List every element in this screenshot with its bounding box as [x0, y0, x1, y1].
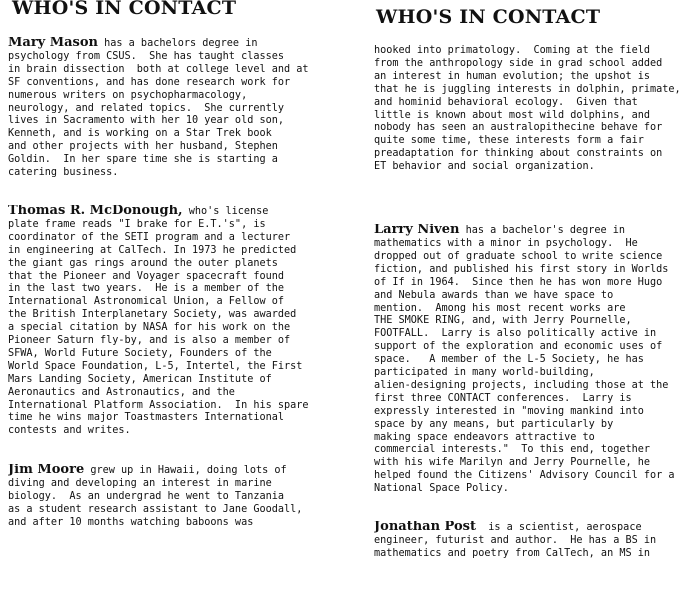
bio-jim-moore [8, 464, 338, 530]
bio-text: engineer, futurist and author. He has a BS in mathematics and poetry from CalTech, an MS in [374, 535, 657, 559]
left-column [8, 0, 338, 530]
bio-text: hooked into primatology. Coming at the field from the anthropology side in grad school added an interest in human evolution; the upshot is that he is juggling interests in dolphin, primate, and hominid behavioral ecology. Given that little is known about most wild dolphins, and nobody has seen an australopithecine behave for quite some time, these interests form a fair preadaptation for thinking about constraints on ET behavior and social organization. [374, 45, 681, 173]
bio-text: psychology from CSUS. She has taught classes in brain dissection both at college level and at SF conventions, and has done research work for numerous writers on psychopharmacology, neurology, and related topics. She currently lives in Sacramento with her 10 year old son, Kenneth, and is working on a Star Trek book and other projects with her husband, Stephen Goldin. In her spare time she is starting a catering business. [8, 50, 309, 179]
section-heading: WHO'S IN CONTACT [376, 6, 601, 28]
bio-jonathan-post [374, 521, 700, 561]
bio-text-first-line: grew up in Hawaii, doing lots of [84, 465, 287, 477]
bio-text: mathematics with a minor in psychology. He dropped out of graduate school to write science fiction, and published his first story in Worlds of If in 1964. Since then he has won more Hugo and Nebula awards than we have space to mention. Among his most recent works are THE SMOKE RING, and, with Jerry Pournelle, FOOTFALL. Larry is also politically active in support of the exploration and economic uses of space. A member of the L-5 Society, he has participated in many world-building, alien-designing projects, including those at the first three CONTACT conferences. Larry is expressly interested in "moving mankind into space by any means, but particularly by making space endeavors attractive to commercial interests." To this end, together with his wife Marilyn and Jerry Pournelle, he helped found the Citizens' Advisory Council for a National Space Policy. [374, 237, 675, 495]
bio-text-first-line: who's license [182, 205, 269, 217]
section-heading: WHO'S IN CONTACT [12, 0, 237, 19]
bio-text-first-line: has a bachelors degree in [98, 38, 258, 49]
bio-text-first-line: is a scientist, aerospace [475, 522, 642, 534]
bio-name: Jim Moore [8, 464, 85, 478]
bio-text: diving and developing an interest in marine biology. As an undergrad he went to Tanzania as a student research assistant to Jane Goodall, and after 10 months watching baboons was [8, 478, 303, 528]
bio-jim-moore-continued [374, 45, 700, 174]
bio-name: Mary Mason [8, 37, 98, 50]
bio-name: Thomas R. McDonough, [8, 204, 183, 218]
bio-name: Jonathan Post [374, 521, 476, 535]
bio-larry-niven [374, 224, 700, 496]
bio-thomas-mcdonough [8, 205, 338, 438]
right-column [374, 0, 700, 561]
bio-text: plate frame reads "I brake for E.T.'s", is coordinator of the SETI program and a lecturer in engineering at CalTech. In 1973 he predicted the giant gas rings around the outer planets that the Pioneer and Voyager spacecraft found in the last two years. He is a member of the International Astronomical Union, a Fellow of the British Interplanetary Society, was awarded a special citation by NASA for his work on the Pioneer Saturn fly-by, and is also a member of SFWA, World Future Society, Founders of the World Space Foundation, L-5, Intertel, the First Mars Landing Society, American Institute of Aeronautics and Astronautics, and the International Platform Association. In his spare time he wins major Toastmasters International contests and writes. [8, 218, 309, 437]
bio-text-first-line: has a bachelor's degree in [459, 225, 626, 237]
bio-mary-mason [8, 37, 338, 180]
bio-name: Larry Niven [374, 224, 460, 238]
